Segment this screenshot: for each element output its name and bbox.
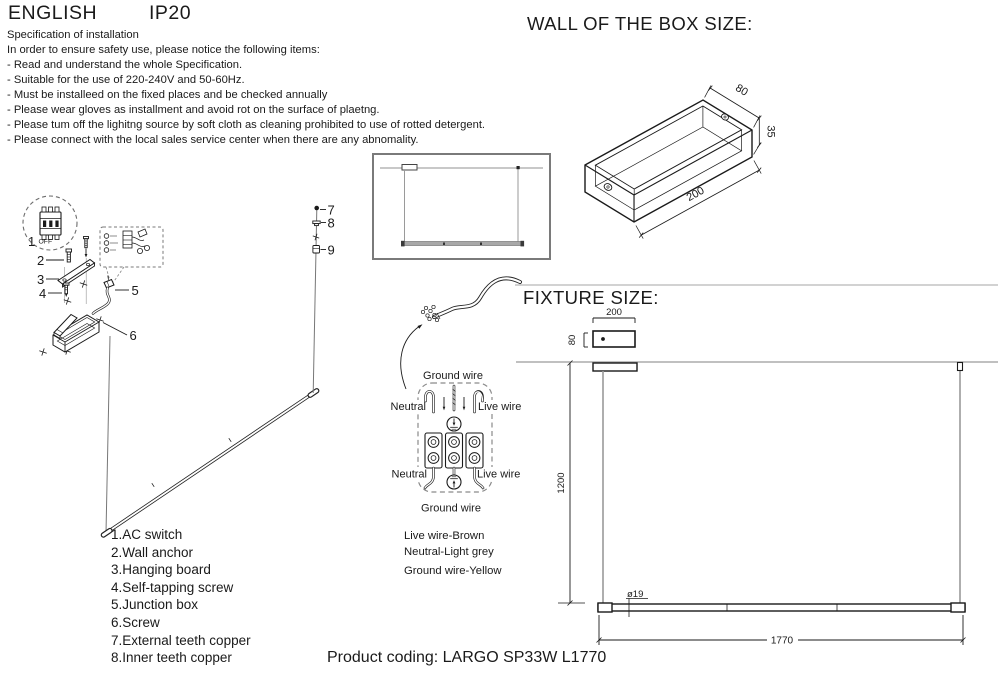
legend-item: 3.Hanging board <box>111 562 211 578</box>
spec-item: - Please wear gloves as installment and avoid rot on the surface of plaetng. <box>7 104 380 116</box>
stripped-wire-ends <box>421 305 440 321</box>
suspension-wire-left <box>106 336 110 533</box>
product-coding: Product coding: LARGO SP33W L1770 <box>327 649 607 666</box>
dimension-box-height <box>754 118 777 154</box>
dimension-drop-height <box>556 361 585 606</box>
part-external-teeth-copper <box>314 206 319 211</box>
neutral-in-label: Neutral <box>390 401 426 413</box>
canopy-assembly <box>53 315 99 353</box>
callout-2: 2 <box>37 253 45 268</box>
part-screw-callout <box>103 323 137 344</box>
pendant-tube <box>103 391 316 535</box>
live-in-label: Live wire <box>478 401 522 413</box>
callout-3: 3 <box>37 272 45 287</box>
wire-color-key <box>404 528 502 579</box>
wire-color-ground: Ground wire-Yellow <box>404 565 502 577</box>
fixture-size-drawing <box>515 280 1000 652</box>
dimension-canopy-width <box>567 333 588 347</box>
wire-fitting <box>517 166 520 169</box>
wire-color-neutral: Neutral-Light grey <box>404 546 494 558</box>
legend-item: 7.External teeth copper <box>111 632 251 648</box>
dimension-canopy-length <box>593 307 635 323</box>
legend-item: 2.Wall anchor <box>111 544 194 560</box>
legend-item: 4.Self-tapping screw <box>111 579 234 595</box>
legend-item: 6.Screw <box>111 614 160 630</box>
mounting-box-3d <box>585 100 752 222</box>
wall-box-drawing <box>558 68 808 246</box>
ip-rating-label: IP20 <box>149 2 192 24</box>
wire-fitting <box>958 363 963 371</box>
canopy-top-view <box>593 331 635 347</box>
supply-cable <box>421 278 520 321</box>
spec-title: Specification of installation <box>7 29 139 41</box>
terminal-block <box>425 433 483 468</box>
bar-joint <box>480 243 482 246</box>
part-junction-box <box>93 276 139 314</box>
spec-item: - Please connect with the local sales service center when there are any abnomality. <box>7 134 419 146</box>
earth-ground-icon <box>447 417 461 431</box>
spec-item: - Suitable for the use of 220-240V and 50-60Hz. <box>7 74 245 86</box>
screw-above-board <box>84 237 89 258</box>
part-wire-gripper <box>313 246 320 254</box>
insert-arrow <box>401 324 423 389</box>
earth-ground-icon <box>447 475 461 489</box>
junction-box-wiring-detail <box>100 227 163 282</box>
spec-item: - Must be installeed on the fixed places and be checked annually <box>7 89 328 101</box>
live-out-label: Live wire <box>477 468 521 481</box>
dim-label-80: 80 <box>567 334 578 346</box>
bar-end-cap <box>401 241 405 247</box>
dimension-tube-diameter <box>626 589 648 617</box>
callout-8: 8 <box>327 215 335 231</box>
neutral-out-label: Neutral <box>391 468 427 481</box>
canopy <box>402 165 417 171</box>
dim-label-200: 200 <box>606 307 622 318</box>
incoming-wires <box>426 386 483 412</box>
power-off-switch-detail <box>23 196 77 250</box>
spec-item: - Please tum off the lighitng source by soft cloth as cleaning prohibited to use of rotted detergent. <box>7 119 486 131</box>
canopy-side-view <box>593 363 637 371</box>
specification-block <box>7 28 485 148</box>
dim-label-1200: 1200 <box>556 472 567 494</box>
part-wall-anchor <box>37 249 72 268</box>
wiring-diagram <box>382 258 522 520</box>
dim-label-35: 35 <box>764 125 777 138</box>
dim-label-1770: 1770 <box>770 635 794 647</box>
wire-color-live: Live wire-Brown <box>404 530 485 542</box>
installed-view-drawing <box>374 155 549 258</box>
language-label: ENGLISH <box>8 2 98 24</box>
dimension-fixture-length <box>597 615 966 647</box>
parts-legend <box>111 526 251 667</box>
spec-item: - Read and understand the whole Specification. <box>7 59 243 71</box>
installed-view-frame <box>372 153 551 260</box>
circuit-breaker-icon <box>40 207 61 240</box>
legend-item: 8.Inner teeth copper <box>111 650 232 666</box>
wall-box-title: WALL OF THE BOX SIZE: <box>527 13 753 34</box>
legend-item: 5.Junction box <box>111 597 199 613</box>
spec-intro: In order to ensure safety use, please notice the following items: <box>7 44 320 56</box>
fixture-size-title: FIXTURE SIZE: <box>523 287 659 308</box>
dim-label-diameter: ø19 <box>627 589 644 600</box>
cable-exit-hole <box>601 337 605 341</box>
callout-7: 7 <box>327 202 335 218</box>
callout-6: 6 <box>129 328 137 343</box>
suspension-wire-parts <box>313 203 335 394</box>
ground-wire-top-label: Ground wire <box>423 370 483 382</box>
callout-5: 5 <box>131 283 139 298</box>
dim-label-200: 200 <box>684 184 707 205</box>
part-inner-teeth-copper <box>313 221 320 226</box>
callout-4: 4 <box>39 286 47 301</box>
dim-label-80: 80 <box>733 82 750 99</box>
bar-end-cap <box>521 241 525 247</box>
ground-wire-bottom-label: Ground wire <box>421 502 481 515</box>
switch-off-label: OFF <box>38 238 53 246</box>
bar-joint <box>443 243 445 246</box>
light-bar <box>403 242 521 246</box>
exploded-installation-diagram <box>10 185 345 550</box>
callout-9: 9 <box>327 242 335 258</box>
callout-1: 1 <box>28 234 36 249</box>
legend-item: 1.AC switch <box>111 527 183 542</box>
light-tube <box>598 603 965 612</box>
